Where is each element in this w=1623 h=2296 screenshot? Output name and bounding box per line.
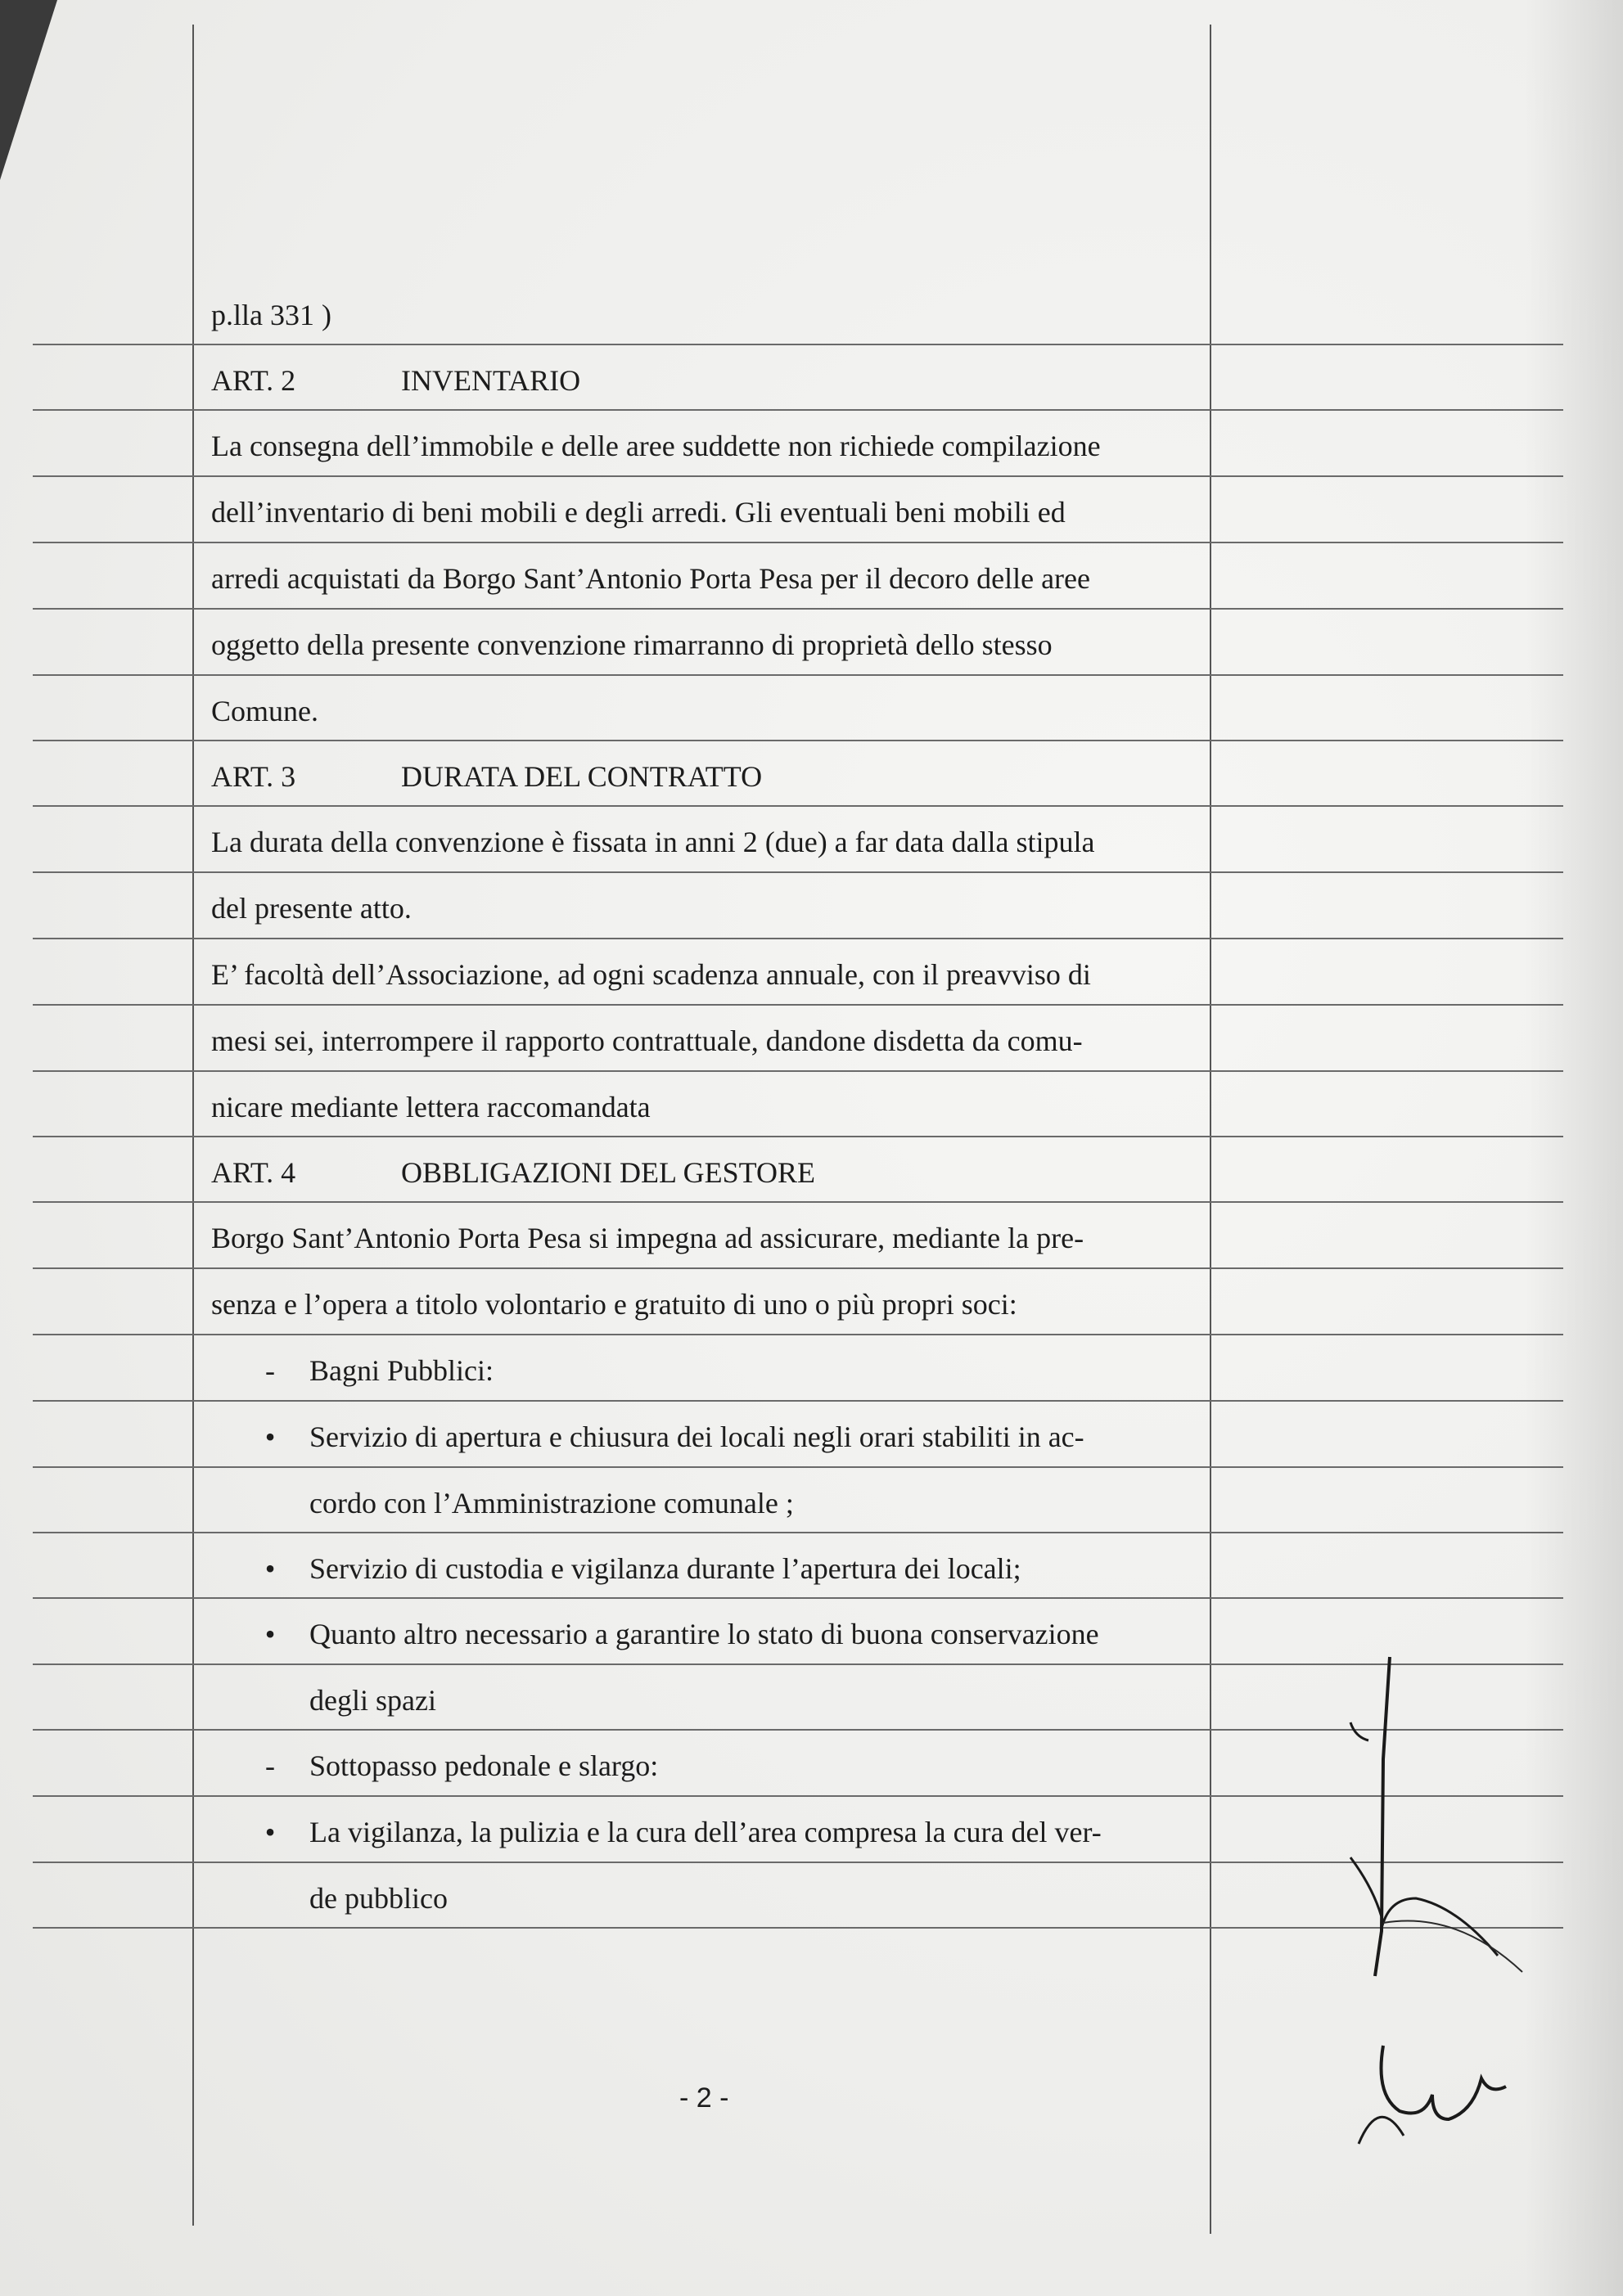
left-margin-line [192, 25, 194, 2226]
article-heading [211, 1140, 1193, 1205]
dash-marker: - [265, 1354, 275, 1387]
text-line: oggetto della presente convenzione rimarranno di proprietà dello stesso [211, 628, 1053, 661]
text-line: Borgo Sant’Antonio Porta Pesa si impegna ad assicurare, mediante la pre- [211, 1222, 1084, 1254]
text-line: del presente atto. [211, 892, 412, 925]
article-title: DURATA DEL CONTRATTO [401, 760, 763, 793]
bullet-marker: • [264, 1552, 276, 1585]
article-title: OBBLIGAZIONI DEL GESTORE [401, 1156, 815, 1189]
dash-marker: - [265, 1749, 275, 1782]
list-heading: Sottopasso pedonale e slargo: [309, 1749, 659, 1782]
text-line: Comune. [211, 695, 318, 727]
text-line: E’ facoltà dell’Associazione, ad ogni scadenza annuale, con il preavviso di [211, 958, 1091, 991]
list-item: Quanto altro necessario a garantire lo stato di buona conservazione [309, 1618, 1099, 1650]
article-number: ART. 3 [211, 760, 296, 793]
article-heading [211, 348, 1193, 413]
text-line: arredi acquistati da Borgo Sant’Antonio Porta Pesa per il decoro delle aree [211, 562, 1090, 595]
text-line: nicare mediante lettera raccomandata [211, 1091, 651, 1123]
list-item: La vigilanza, la pulizia e la cura dell’area compresa la cura del ver- [309, 1816, 1102, 1848]
article-heading [211, 744, 1193, 809]
article-number: ART. 2 [211, 364, 296, 397]
list-item: Servizio di apertura e chiusura dei locali negli orari stabiliti in ac- [309, 1420, 1084, 1453]
article-number: ART. 4 [211, 1156, 296, 1189]
handwritten-signature-icon [1326, 1653, 1539, 2160]
list-item-continuation: cordo con l’Amministrazione comunale ; [309, 1487, 794, 1519]
list-item: Servizio di custodia e vigilanza durante l’apertura dei locali; [309, 1552, 1021, 1585]
text-line: La consegna dell’immobile e delle aree suddette non richiede compilazione [211, 430, 1101, 462]
bullet-marker: • [264, 1420, 276, 1453]
article-title: INVENTARIO [401, 364, 581, 397]
text-line: La durata della convenzione è fissata in anni 2 (due) a far data dalla stipula [211, 826, 1095, 858]
bullet-marker: • [264, 1816, 276, 1848]
list-item-continuation: de pubblico [309, 1882, 448, 1915]
text-line: dell’inventario di beni mobili e degli arredi. Gli eventuali beni mobili ed [211, 496, 1066, 529]
text-line: mesi sei, interrompere il rapporto contrattuale, dandone disdetta da comu- [211, 1024, 1083, 1057]
page-number: - 2 - [679, 2082, 729, 2114]
page-corner-fold [0, 0, 57, 180]
list-heading: Bagni Pubblici: [309, 1354, 494, 1387]
bullet-marker: • [264, 1618, 276, 1650]
list-item-continuation: degli spazi [309, 1684, 436, 1717]
text-line: p.lla 331 ) [211, 299, 331, 331]
text-line: senza e l’opera a titolo volontario e gratuito di uno o più propri soci: [211, 1288, 1017, 1321]
